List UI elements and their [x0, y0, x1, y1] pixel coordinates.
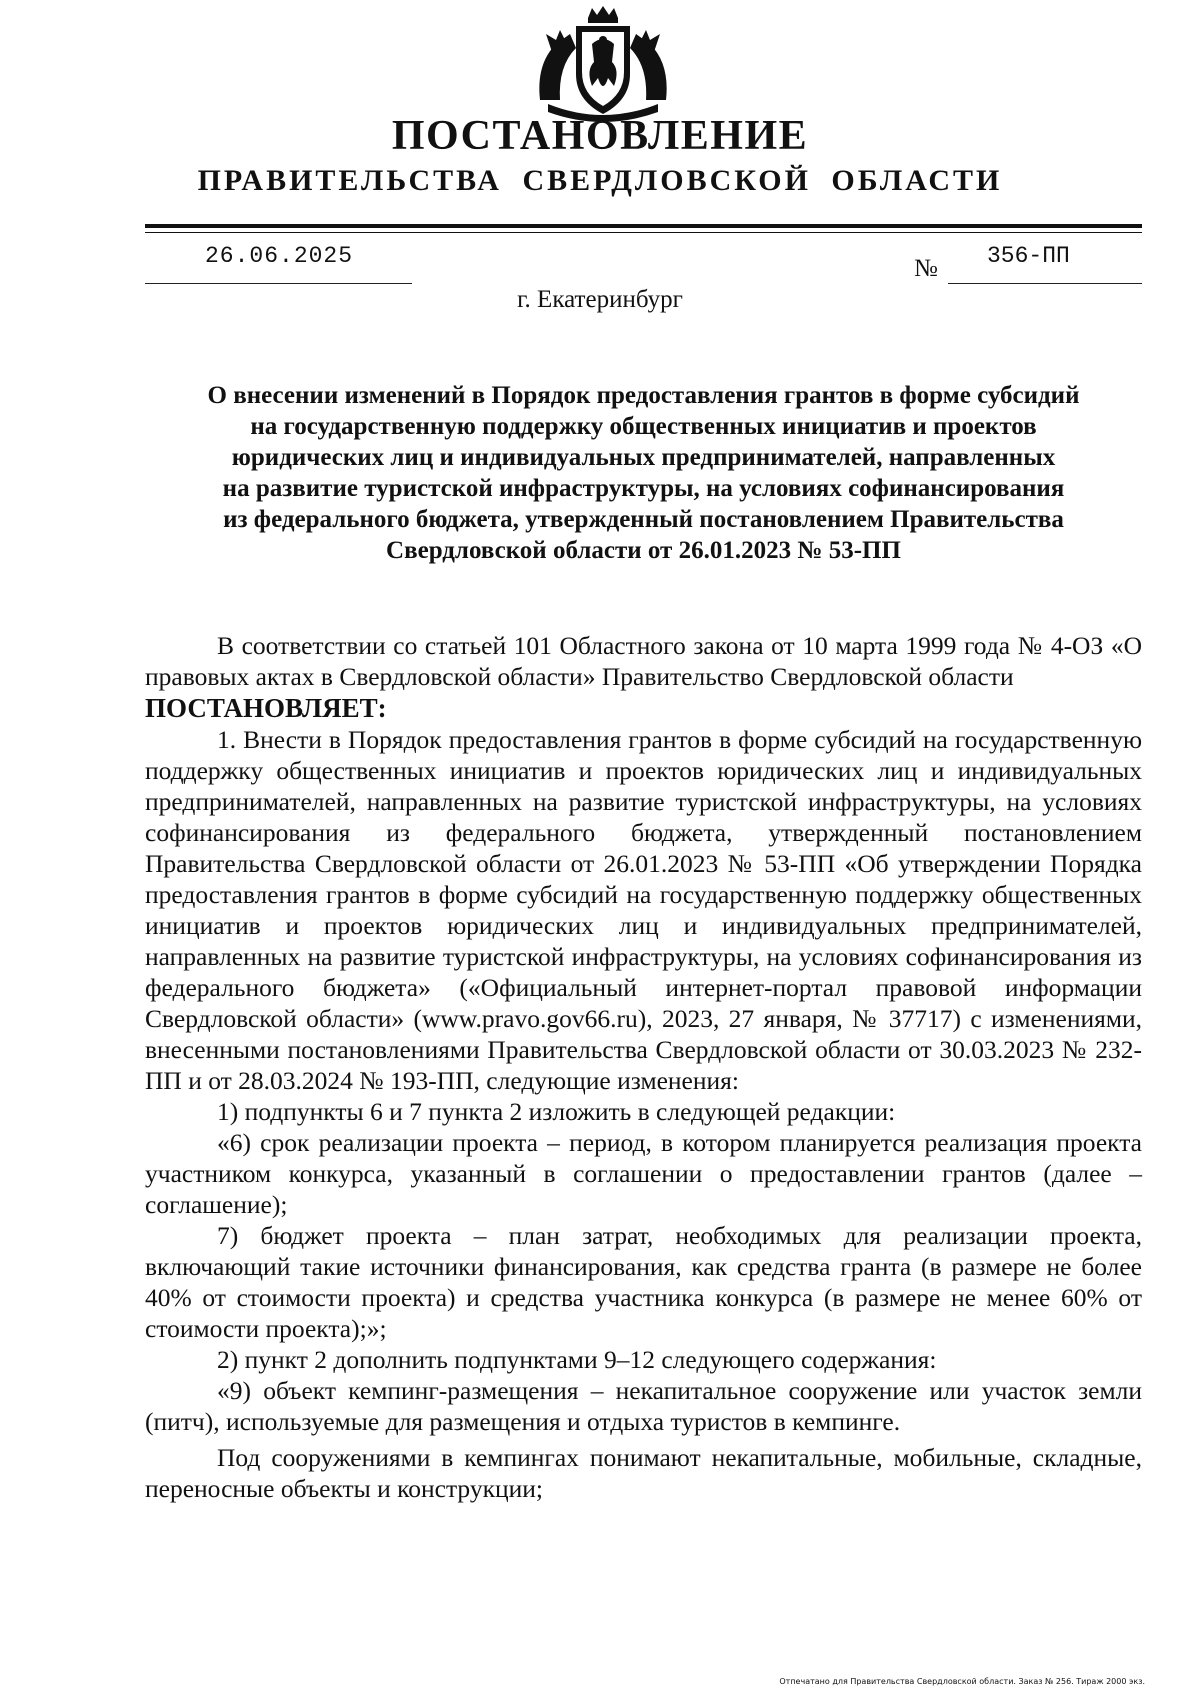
document-date: 26.06.2025: [205, 243, 354, 269]
heading-line: из федерального бюджета, утвержденный постановлением Правительства: [223, 506, 1064, 533]
header-divider-thin: [145, 232, 1142, 233]
print-note: Отпечатано для Правительства Свердловской области. Заказ № 256. Тираж 2000 экз.: [779, 1677, 1145, 1686]
paragraph-1: 1. Внести в Порядок предоставления грантов в форме субсидий на государственную поддержку общественных инициатив и проектов юридических лиц и индивидуальных предпринимателей, направленных на развитие туристской инфраструктуры, на условиях софинансирования из федерального бюджета, утвержденный постановлением Правительства Свердловской области от 26.01.2023 № 53-ПП «Об утверждении Порядка предоставления грантов в форме субсидий на государственную поддержку общественных инициатив и проектов юридических лиц и индивидуальных предпринимателей, направленных на развитие туристской инфраструктуры, на условиях софинансирования из федерального бюджета» («Официальный интернет-портал правовой информации Свердловской области» (www.pravo.gov66.ru), 2023, 27 января, № 37717) с изменениями, внесенными постановлениями Правительства Свердловской области от 30.03.2023 № 232-ПП и от 28.03.2024 № 193-ПП, следующие изменения:: [145, 725, 1142, 1095]
number-underline: [948, 283, 1142, 284]
paragraph-subpoint-2: 2) пункт 2 дополнить подпунктами 9–12 следующего содержания:: [217, 1345, 937, 1374]
document-heading: [145, 380, 1142, 566]
coat-of-arms-emblem: [530, 4, 676, 124]
intro-paragraph: В соответствии со статьей 101 Областного закона от 10 марта 1999 года № 4-ОЗ «О правовых актах в Свердловской области» Правительство Свердловской области: [145, 631, 1142, 691]
heading-line: на развитие туристской инфраструктуры, на условиях софинансирования: [222, 475, 1065, 502]
number-sign: №: [914, 255, 938, 282]
document-title: ПОСТАНОВЛЕНИЕ: [391, 113, 809, 159]
document-body: [145, 630, 1142, 1504]
paragraph-definition-6: «6) срок реализации проекта – период, в котором планируется реализация проекта участником конкурса, указанный в соглашении о предоставлении грантов (далее – соглашение);: [145, 1128, 1142, 1219]
heading-line: юридических лиц и индивидуальных предпринимателей, направленных: [231, 444, 1056, 471]
paragraph-definition-9: «9) объект кемпинг-размещения – некапитальное сооружение или участок земли (питч), используемые для размещения и отдыха туристов в кемпинге.: [145, 1376, 1142, 1436]
heading-line: на государственную поддержку общественных инициатив и проектов: [250, 413, 1037, 440]
resolves-heading: ПОСТАНОВЛЯЕТ:: [145, 693, 387, 723]
heading-line: О внесении изменений в Порядок предоставления грантов в форме субсидий: [207, 382, 1080, 409]
document-issuer: ПРАВИТЕЛЬСТВА СВЕРДЛОВСКОЙ ОБЛАСТИ: [197, 164, 1003, 197]
document-city: г. Екатеринбург: [517, 286, 683, 313]
paragraph-definition-7: 7) бюджет проекта – план затрат, необходимых для реализации проекта, включающий такие источники финансирования, как средства гранта (в размере не более 40% от стоимости проекта) и средства участника конкурса (в размере не менее 60% от стоимости проекта);»;: [145, 1221, 1142, 1343]
paragraph-structures: Под сооружениями в кемпингах понимают некапитальные, мобильные, складные, переносные объекты и конструкции;: [145, 1443, 1142, 1503]
paragraph-subpoint-1: 1) подпункты 6 и 7 пункта 2 изложить в следующей редакции:: [217, 1097, 896, 1126]
date-underline: [145, 283, 412, 284]
document-number: 356-ПП: [987, 243, 1070, 269]
header-divider-thick: [145, 224, 1142, 228]
heading-line: Свердловской области от 26.01.2023 № 53-ПП: [386, 537, 901, 564]
